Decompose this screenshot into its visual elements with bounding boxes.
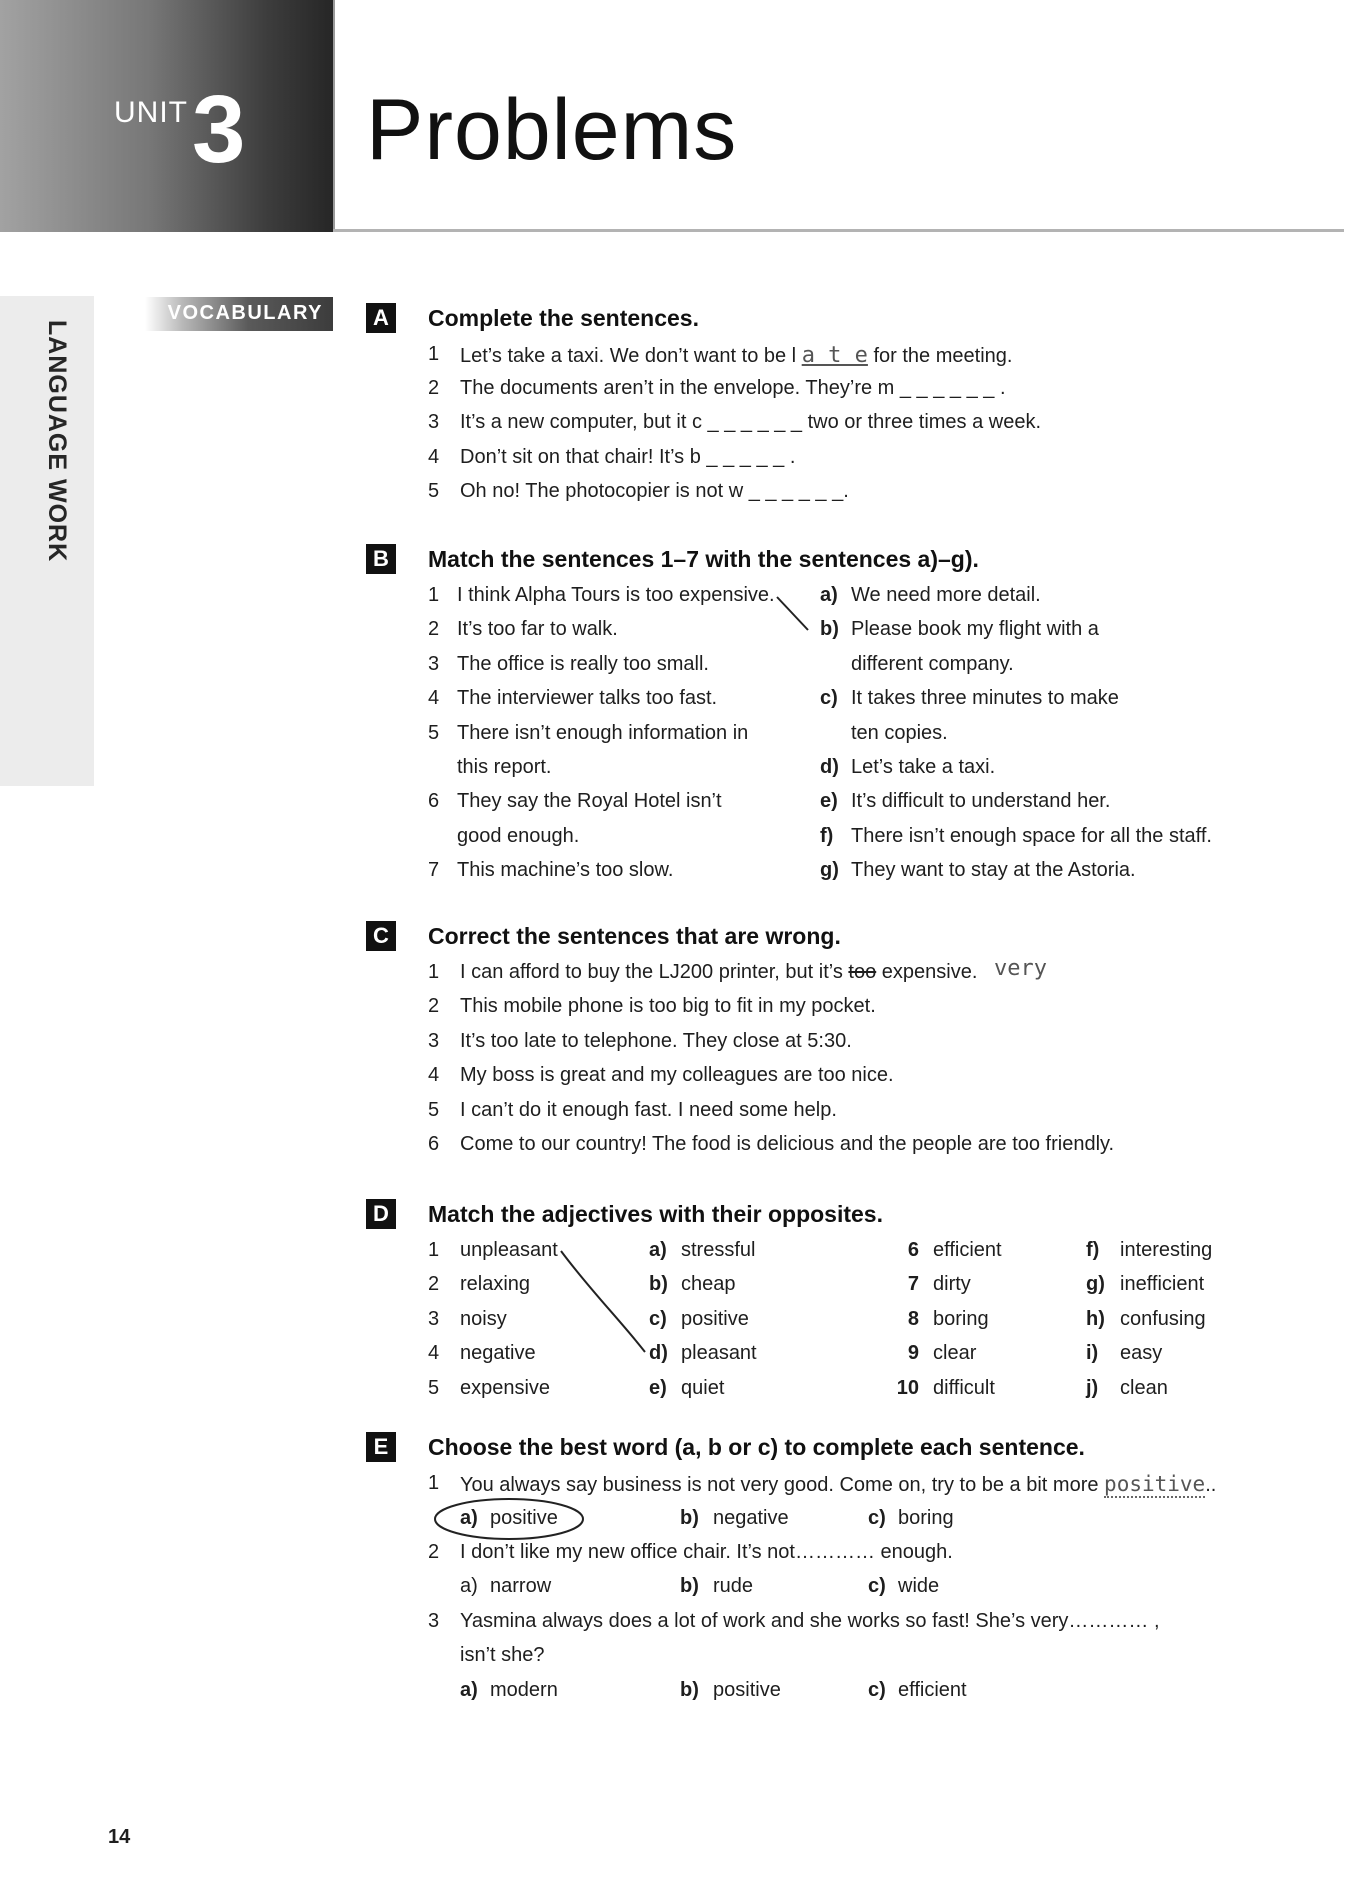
option-letter: e) (649, 1377, 667, 1399)
sentence-text: I can afford to buy the LJ200 printer, but it’s (460, 961, 849, 983)
unit-number: 3 (192, 76, 246, 183)
sentence-text: Let’s take a taxi. We don’t want to be l (460, 345, 802, 367)
question-tail: .. (1205, 1474, 1217, 1496)
item-number: 5 (428, 1377, 440, 1399)
item-number: 7 (428, 859, 440, 881)
item-number: 1 (428, 1472, 440, 1494)
sentence-a3: It’s a new computer, but it c _ _ _ _ _ _ two or three times a week. (460, 411, 1042, 433)
matching-line-b (777, 597, 808, 630)
question-e3-line1: Yasmina always does a lot of work and she works so fast! She’s very………… , (460, 1610, 1160, 1632)
sentence-text: for the meeting. (867, 345, 1013, 367)
item-number: 2 (428, 618, 440, 640)
option-letter: a) (460, 1507, 478, 1529)
item-number: 9 (907, 1342, 919, 1364)
adjective: dirty (933, 1273, 971, 1295)
question-e2: I don’t like my new office chair. It’s not………… enough. (460, 1541, 953, 1563)
option-letter: b) (680, 1679, 699, 1701)
option-letter: h) (1086, 1308, 1105, 1330)
option-word: boring (898, 1507, 954, 1529)
option-letter: c) (868, 1679, 886, 1701)
item-number: 3 (428, 411, 440, 433)
option-word: narrow (490, 1575, 552, 1597)
match-b-line2: different company. (851, 653, 1014, 675)
option-letter: e) (820, 790, 838, 812)
section-e-letter: E (366, 1432, 396, 1462)
opposite: inefficient (1120, 1273, 1205, 1295)
option-word: wide (898, 1575, 940, 1597)
struck-word: too (848, 961, 877, 983)
option-letter: g) (820, 859, 839, 881)
item-number: 8 (907, 1308, 919, 1330)
adjective: clear (933, 1342, 977, 1364)
sentence-b6-line2: good enough. (457, 825, 580, 847)
section-d-heading: Match the adjectives with their opposites. (428, 1201, 883, 1227)
option-letter: a) (820, 584, 838, 606)
option-word: efficient (898, 1679, 967, 1701)
sentence-c4: My boss is great and my colleagues are too nice. (460, 1064, 894, 1086)
opposite: confusing (1120, 1308, 1206, 1330)
option-letter: i) (1086, 1342, 1099, 1364)
item-number: 6 (428, 1133, 440, 1155)
item-number: 4 (428, 1342, 440, 1364)
sentence-c3: It’s too late to telephone. They close at 5:30. (460, 1030, 852, 1052)
sentence-b7: This machine’s too slow. (457, 859, 674, 881)
option-letter: b) (649, 1273, 668, 1295)
option-letter: c) (868, 1575, 886, 1597)
question-text: You always say business is not very good. Come on, try to be a bit more (460, 1474, 1105, 1496)
option-letter: a) (460, 1679, 478, 1701)
sentence-a4: Don’t sit on that chair! It’s b _ _ _ _ _ . (460, 446, 796, 468)
opposite: stressful (681, 1239, 756, 1261)
item-number: 3 (428, 1030, 440, 1052)
sentence-b4: The interviewer talks too fast. (457, 687, 718, 709)
answer-circle (435, 1499, 583, 1539)
item-number: 1 (428, 961, 440, 983)
question-e3-line2: isn’t she? (460, 1644, 545, 1666)
section-a-letter: A (366, 303, 396, 333)
option-letter: b) (820, 618, 839, 640)
item-number: 2 (428, 1273, 440, 1295)
page-title: Problems (366, 82, 738, 178)
unit-word: UNIT (114, 96, 188, 129)
sentence-b2: It’s too far to walk. (457, 618, 618, 640)
sentence-b6-line1: They say the Royal Hotel isn’t (457, 790, 722, 812)
option-word: positive (713, 1679, 781, 1701)
adjective: expensive (460, 1377, 551, 1399)
opposite: cheap (681, 1273, 736, 1295)
opposite: interesting (1120, 1239, 1213, 1261)
match-c-line2: ten copies. (851, 722, 948, 744)
option-letter: c) (868, 1507, 886, 1529)
item-number: 3 (428, 1610, 440, 1632)
option-letter: f) (1086, 1239, 1100, 1261)
option-letter: d) (820, 756, 839, 778)
sentence-a5: Oh no! The photocopier is not w _ _ _ _ _ _. (460, 480, 849, 502)
sentence-b5-line2: this report. (457, 756, 552, 778)
opposite: pleasant (681, 1342, 757, 1364)
sentence-b5-line1: There isn’t enough information in (457, 722, 749, 744)
opposite: easy (1120, 1342, 1163, 1364)
section-c-letter: C (366, 921, 396, 951)
item-number: 2 (428, 377, 440, 399)
sentence-text: expensive. (876, 961, 978, 983)
adjective: boring (933, 1308, 989, 1330)
page-number: 14 (108, 1826, 131, 1848)
option-letter: j) (1086, 1377, 1099, 1399)
match-e: It’s difficult to understand her. (851, 790, 1111, 812)
adjective: efficient (933, 1239, 1002, 1261)
opposite: clean (1120, 1377, 1168, 1399)
section-e-heading: Choose the best word (a, b or c) to complete each sentence. (428, 1434, 1085, 1460)
option-letter: b) (680, 1507, 699, 1529)
section-c-heading: Correct the sentences that are wrong. (428, 923, 841, 949)
match-f: There isn’t enough space for all the staff. (851, 825, 1212, 847)
option-letter: d) (649, 1342, 668, 1364)
sentence-b3: The office is really too small. (457, 653, 709, 675)
sentence-c6: Come to our country! The food is delicious and the people are too friendly. (460, 1133, 1115, 1155)
sentence-a2: The documents aren’t in the envelope. They’re m _ _ _ _ _ _ . (460, 377, 1006, 399)
adjective: unpleasant (460, 1239, 558, 1261)
item-number: 5 (428, 480, 440, 502)
sentence-b1: I think Alpha Tours is too expensive. (457, 584, 775, 606)
adjective: difficult (933, 1377, 995, 1399)
item-number: 5 (428, 722, 440, 744)
item-number: 5 (428, 1099, 440, 1121)
handwritten-answer: a t e (801, 343, 868, 368)
item-number: 1 (428, 1239, 440, 1261)
option-word: positive (490, 1507, 558, 1529)
option-letter: f) (820, 825, 834, 847)
match-b-line1: Please book my flight with a (851, 618, 1099, 640)
opposite: quiet (681, 1377, 725, 1399)
item-number: 3 (428, 653, 440, 675)
adjective: negative (460, 1342, 536, 1364)
option-word: modern (490, 1679, 558, 1701)
item-number: 7 (907, 1273, 919, 1295)
side-tab-label: LANGUAGE WORK (43, 320, 71, 563)
match-g: They want to stay at the Astoria. (851, 859, 1136, 881)
option-word: rude (713, 1575, 754, 1597)
item-number: 2 (428, 1541, 440, 1563)
vocabulary-label: VOCABULARY (167, 302, 323, 324)
item-number: 3 (428, 1308, 440, 1330)
match-d: Let’s take a taxi. (851, 756, 996, 778)
section-b-heading: Match the sentences 1–7 with the sentences a)–g). (428, 546, 979, 572)
item-number: 10 (896, 1377, 919, 1399)
section-a-heading: Complete the sentences. (428, 305, 699, 331)
handwritten-answer: positive (1104, 1472, 1206, 1496)
item-number: 4 (428, 446, 440, 468)
section-d-letter: D (366, 1199, 396, 1229)
item-number: 2 (428, 995, 440, 1017)
option-letter: a) (649, 1239, 667, 1261)
item-number: 1 (428, 343, 440, 365)
option-letter: c) (820, 687, 838, 709)
handwritten-correction: very (994, 956, 1047, 981)
section-b-letter: B (366, 544, 396, 574)
sentence-c5: I can’t do it enough fast. I need some help. (460, 1099, 837, 1121)
adjective: relaxing (460, 1273, 531, 1295)
adjective: noisy (460, 1308, 507, 1330)
sentence-c2: This mobile phone is too big to fit in my pocket. (460, 995, 876, 1017)
item-number: 1 (428, 584, 440, 606)
option-letter: c) (649, 1308, 667, 1330)
match-a: We need more detail. (851, 584, 1041, 606)
option-word: negative (713, 1507, 789, 1529)
option-letter: b) (680, 1575, 699, 1597)
item-number: 6 (907, 1239, 919, 1261)
item-number: 4 (428, 687, 440, 709)
match-c-line1: It takes three minutes to make (851, 687, 1119, 709)
opposite: positive (681, 1308, 749, 1330)
matching-line-d (561, 1251, 645, 1352)
item-number: 4 (428, 1064, 440, 1086)
option-letter: g) (1086, 1273, 1105, 1295)
option-letter: a) (460, 1575, 478, 1597)
item-number: 6 (428, 790, 440, 812)
